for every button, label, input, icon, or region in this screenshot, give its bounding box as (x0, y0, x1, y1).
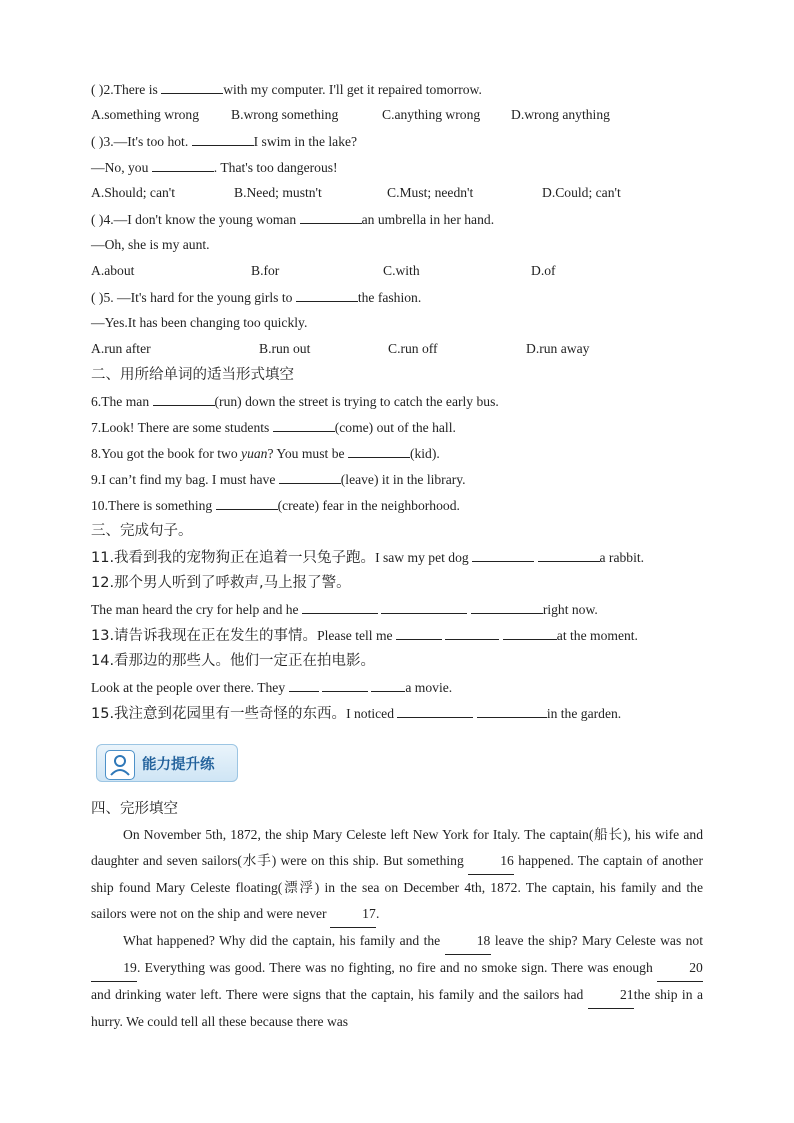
question-12-english: The man heard the cry for help and he (91, 602, 302, 617)
question-11 (91, 546, 711, 568)
question-12-end: right now. (542, 602, 598, 617)
question-10-prefix: 10.There is something (91, 498, 216, 513)
cloze-blank-21[interactable]: 21 (588, 982, 634, 1009)
answer-blank[interactable] (322, 676, 368, 692)
option-c[interactable]: C.Must; needn't (387, 185, 474, 200)
answer-blank[interactable] (273, 416, 335, 432)
question-4-reply: —Oh, she is my aunt. (91, 237, 210, 252)
answer-blank[interactable] (397, 702, 473, 718)
question-2-prefix: ( )2.There is (91, 82, 162, 97)
question-4-stem (91, 208, 711, 230)
question-3-options (91, 182, 711, 204)
question-13-end: at the moment. (556, 628, 638, 643)
cloze-paragraph-2 (91, 928, 703, 1035)
option-a[interactable]: A.about (91, 263, 135, 278)
answer-blank[interactable] (381, 598, 467, 614)
option-c[interactable]: C.with (383, 263, 420, 278)
question-8-prefix: 8.You got the book for two (91, 446, 242, 461)
option-d[interactable]: D.of (531, 263, 556, 278)
question-4-prefix: ( )4.—I don't know the young woman (91, 212, 300, 227)
reply-text: . That's too dangerous! (213, 160, 338, 175)
section-2-heading: 二、用所给单词的适当形式填空 (91, 367, 294, 383)
question-11-english: I saw my pet dog (375, 550, 473, 565)
section-3-heading: 三、完成句子。 (91, 523, 193, 539)
question-3-prefix: ( )3.—It's too hot. (91, 134, 192, 149)
answer-blank[interactable] (538, 546, 600, 562)
paragraph-text: and drinking water left. There were signs that the captain, his family and the sailors had (91, 987, 588, 1002)
paragraph-text: What happened? Why did the captain, his family and the (123, 933, 445, 948)
cloze-blank-20[interactable]: 20 (657, 955, 703, 982)
answer-blank[interactable] (396, 624, 442, 640)
question-4-text: an umbrella in her hand. (361, 212, 495, 227)
answer-blank[interactable] (153, 390, 215, 406)
paragraph-text: happened. The captain of another ship found Mary Celeste floating(漂浮) in the sea on December 4th, 1872. The captain, his family and the sailors were not on the ship and were never (91, 853, 703, 921)
answer-blank[interactable] (471, 598, 543, 614)
answer-blank[interactable] (503, 624, 557, 640)
answer-blank[interactable] (477, 702, 547, 718)
question-5-prefix: ( )5. —It's hard for the young girls to (91, 290, 296, 305)
banner-title: 能力提升练 (142, 757, 215, 773)
cloze-passage (91, 822, 703, 1035)
answer-blank[interactable] (348, 442, 410, 458)
option-b[interactable]: B.wrong something (231, 107, 339, 122)
answer-blank[interactable] (371, 676, 405, 692)
ability-practice-banner (96, 744, 238, 782)
answer-blank[interactable] (279, 468, 341, 484)
question-8 (91, 442, 711, 464)
question-2-stem (91, 78, 711, 100)
section-4-heading: 四、完形填空 (91, 801, 178, 817)
answer-blank[interactable] (161, 78, 223, 94)
option-a[interactable]: A.run after (91, 341, 151, 356)
option-a[interactable]: A.Should; can't (91, 185, 176, 200)
question-8-mid: ? You must be (267, 446, 348, 461)
answer-blank[interactable] (216, 494, 278, 510)
question-15-english: I noticed (346, 706, 398, 721)
teacher-badge-icon (105, 750, 135, 780)
answer-blank[interactable] (300, 208, 362, 224)
currency-word: yuan (241, 446, 268, 461)
option-d[interactable]: D.Could; can't (542, 185, 621, 200)
question-5-options (91, 338, 711, 360)
option-c[interactable]: C.anything wrong (382, 107, 481, 122)
cloze-paragraph-1 (91, 822, 703, 928)
question-4-options (91, 260, 711, 282)
question-12 (91, 598, 711, 620)
question-2-options (91, 104, 711, 126)
option-b[interactable]: B.run out (259, 341, 311, 356)
option-b[interactable]: B.Need; mustn't (234, 185, 322, 200)
answer-blank[interactable] (445, 624, 499, 640)
question-6-text: (run) down the street is trying to catch the early bus. (214, 394, 499, 409)
cloze-blank-16[interactable]: 16 (468, 848, 514, 875)
question-7-text: (come) out of the hall. (334, 420, 456, 435)
question-10-text: (create) fear in the neighborhood. (277, 498, 460, 513)
option-b[interactable]: B.for (251, 263, 280, 278)
question-15-chinese: 15.我注意到花园里有一些奇怪的东西。 (91, 706, 347, 722)
question-7 (91, 416, 711, 438)
question-9-text: (leave) it in the library. (340, 472, 466, 487)
question-14 (91, 676, 711, 698)
question-7-prefix: 7.Look! There are some students (91, 420, 273, 435)
question-13-chinese: 13.请告诉我现在正在发生的事情。 (91, 628, 318, 644)
paragraph-text: the ship in a hurry. We could tell all these because there was (91, 987, 703, 1029)
question-6-prefix: 6.The man (91, 394, 153, 409)
answer-blank[interactable] (152, 156, 214, 172)
option-d[interactable]: D.wrong anything (511, 107, 610, 122)
question-9 (91, 468, 711, 490)
question-13-english: Please tell me (317, 628, 396, 643)
question-11-end: a rabbit. (599, 550, 645, 565)
question-11-chinese: 11.我看到我的宠物狗正在追着一只兔子跑。 (91, 550, 376, 566)
question-14-chinese: 14.看那边的那些人。他们一定正在拍电影。 (91, 653, 376, 669)
question-8-text: (kid). (409, 446, 440, 461)
answer-blank[interactable] (289, 676, 319, 692)
paragraph-text: . (375, 906, 380, 921)
question-6 (91, 390, 711, 412)
answer-blank[interactable] (472, 546, 534, 562)
option-d[interactable]: D.run away (526, 341, 590, 356)
question-3-text: I swim in the lake? (253, 134, 358, 149)
cloze-blank-18[interactable]: 18 (445, 928, 491, 955)
question-2-text: with my computer. I'll get it repaired tomorrow. (223, 82, 482, 97)
answer-blank[interactable] (302, 598, 378, 614)
paragraph-text: . Everything was good. There was no fighting, no fire and no smoke sign. There was enough (137, 960, 657, 975)
answer-blank[interactable] (296, 286, 358, 302)
question-14-end: a movie. (405, 680, 453, 695)
question-3-stem (91, 130, 711, 152)
question-13 (91, 624, 711, 646)
question-12-chinese: 12.那个男人听到了呼救声,马上报了警。 (91, 575, 351, 591)
option-a[interactable]: A.something wrong (91, 107, 199, 122)
reply-prefix: —No, you (91, 160, 152, 175)
paragraph-text: leave the ship? Mary Celeste was not (490, 933, 703, 948)
question-9-prefix: 9.I can’t find my bag. I must have (91, 472, 279, 487)
question-3-reply (91, 156, 711, 178)
question-5-text: the fashion. (357, 290, 422, 305)
answer-blank[interactable] (192, 130, 254, 146)
question-15 (91, 702, 711, 724)
question-14-english: Look at the people over there. They (91, 680, 289, 695)
cloze-blank-19[interactable]: 19 (91, 955, 137, 982)
question-10 (91, 494, 711, 516)
cloze-blank-17[interactable]: 17 (330, 901, 376, 928)
question-5-stem (91, 286, 711, 308)
question-5-reply: —Yes.It has been changing too quickly. (91, 315, 308, 330)
option-c[interactable]: C.run off (388, 341, 438, 356)
question-15-end: in the garden. (546, 706, 622, 721)
paragraph-text: On November 5th, 1872, the ship Mary Celeste left New York for Italy. The captain(船长), his wife and daughter and seven sailors(水手) were on this ship. But something (91, 827, 703, 868)
